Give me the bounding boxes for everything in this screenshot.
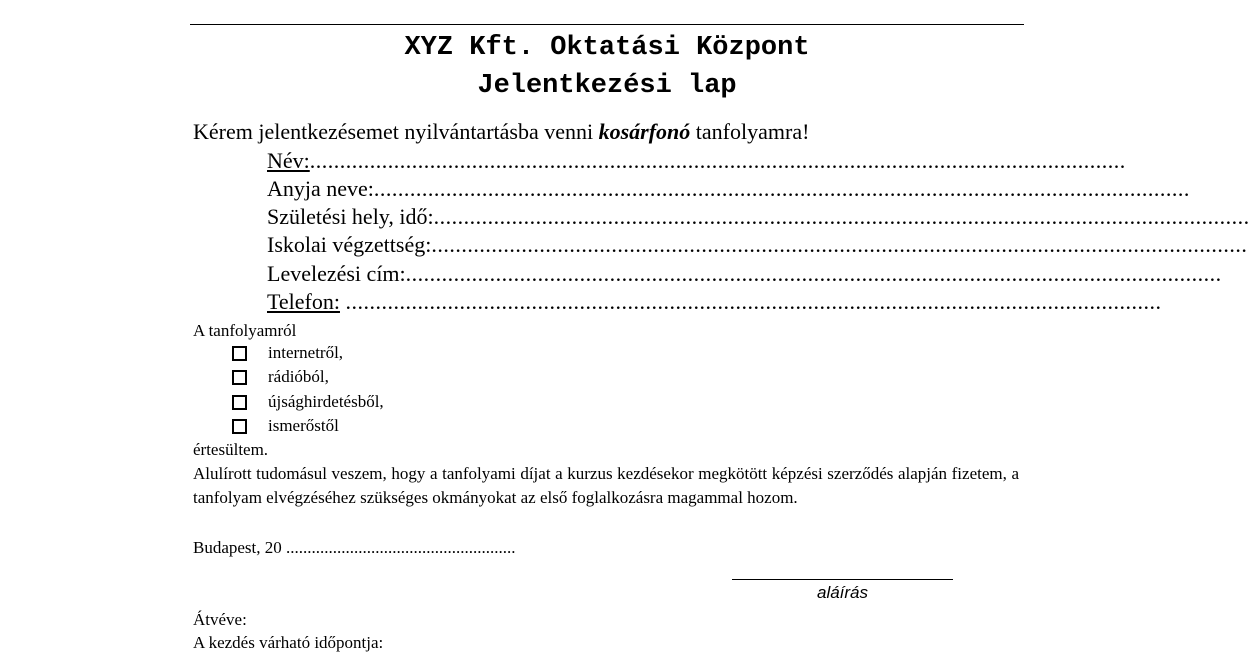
- field-phone[interactable]: [267, 288, 1162, 316]
- address-dots: ........................................................................................................................................: [405, 261, 1222, 286]
- field-education[interactable]: [267, 231, 1248, 259]
- signature-label: aláírás: [816, 583, 869, 602]
- option-label: ismerőstől: [268, 416, 339, 435]
- phone-dots: ........................................................................................................................................: [345, 289, 1162, 314]
- phone-label: Telefon:: [267, 289, 340, 314]
- intro-text-end: tanfolyamra!: [690, 119, 810, 144]
- signature-line[interactable]: [732, 579, 953, 580]
- option-internet[interactable]: [232, 342, 343, 364]
- field-address[interactable]: [267, 260, 1222, 288]
- intro-text: Kérem jelentkezésemet nyilvántartásba venni: [193, 119, 599, 144]
- mother-name-dots: ........................................................................................................................................: [373, 176, 1190, 201]
- address-label: Levelezési cím:: [267, 261, 406, 286]
- option-label: újsághirdetésből,: [268, 392, 384, 411]
- checkbox[interactable]: [232, 395, 247, 410]
- mother-name-label: Anyja neve:: [267, 176, 374, 201]
- field-mother-name[interactable]: [267, 175, 1190, 203]
- received-label: Átvéve:: [193, 610, 247, 629]
- place-date[interactable]: Budapest, 20 ......................................................: [193, 538, 516, 557]
- education-label: Iskolai végzettség:: [267, 232, 432, 257]
- education-dots: ........................................................................................................................................: [431, 232, 1248, 257]
- name-label: Név:: [267, 148, 310, 173]
- option-label: internetről,: [268, 343, 344, 362]
- option-acquaintance[interactable]: [232, 415, 339, 437]
- course-name: kosárfonó: [598, 119, 691, 144]
- form-title: Jelentkezési lap: [477, 71, 737, 101]
- declaration-text: Alulírott tudomásul veszem, hogy a tanfolyami díjat a kurzus kezdésekor megkötött képzési szerződés alapján fizetem, a tanfolyam elvégzéséhez szükséges okmányokat az első foglalkozásra magammal hozom.: [193, 464, 1019, 507]
- source-lead: A tanfolyamról: [193, 321, 297, 340]
- start-date-label: A kezdés várható időpontja:: [193, 633, 384, 652]
- source-tail: értesültem.: [193, 440, 269, 459]
- option-label: rádióból,: [268, 367, 329, 386]
- birth-label: Születési hely, idő:: [267, 204, 434, 229]
- intro-sentence: [193, 118, 809, 146]
- header-rule: [190, 24, 1024, 25]
- checkbox[interactable]: [232, 346, 247, 361]
- birth-dots: ........................................................................................................................................: [433, 204, 1250, 229]
- checkbox[interactable]: [232, 419, 247, 434]
- name-dots: ........................................................................................................................................: [309, 148, 1126, 173]
- checkbox[interactable]: [232, 370, 247, 385]
- option-radio[interactable]: [232, 366, 329, 388]
- option-newspaper[interactable]: [232, 391, 384, 413]
- organization-title: XYZ Kft. Oktatási Központ: [404, 33, 810, 63]
- field-name[interactable]: [267, 147, 1126, 175]
- field-birth[interactable]: [267, 203, 1250, 231]
